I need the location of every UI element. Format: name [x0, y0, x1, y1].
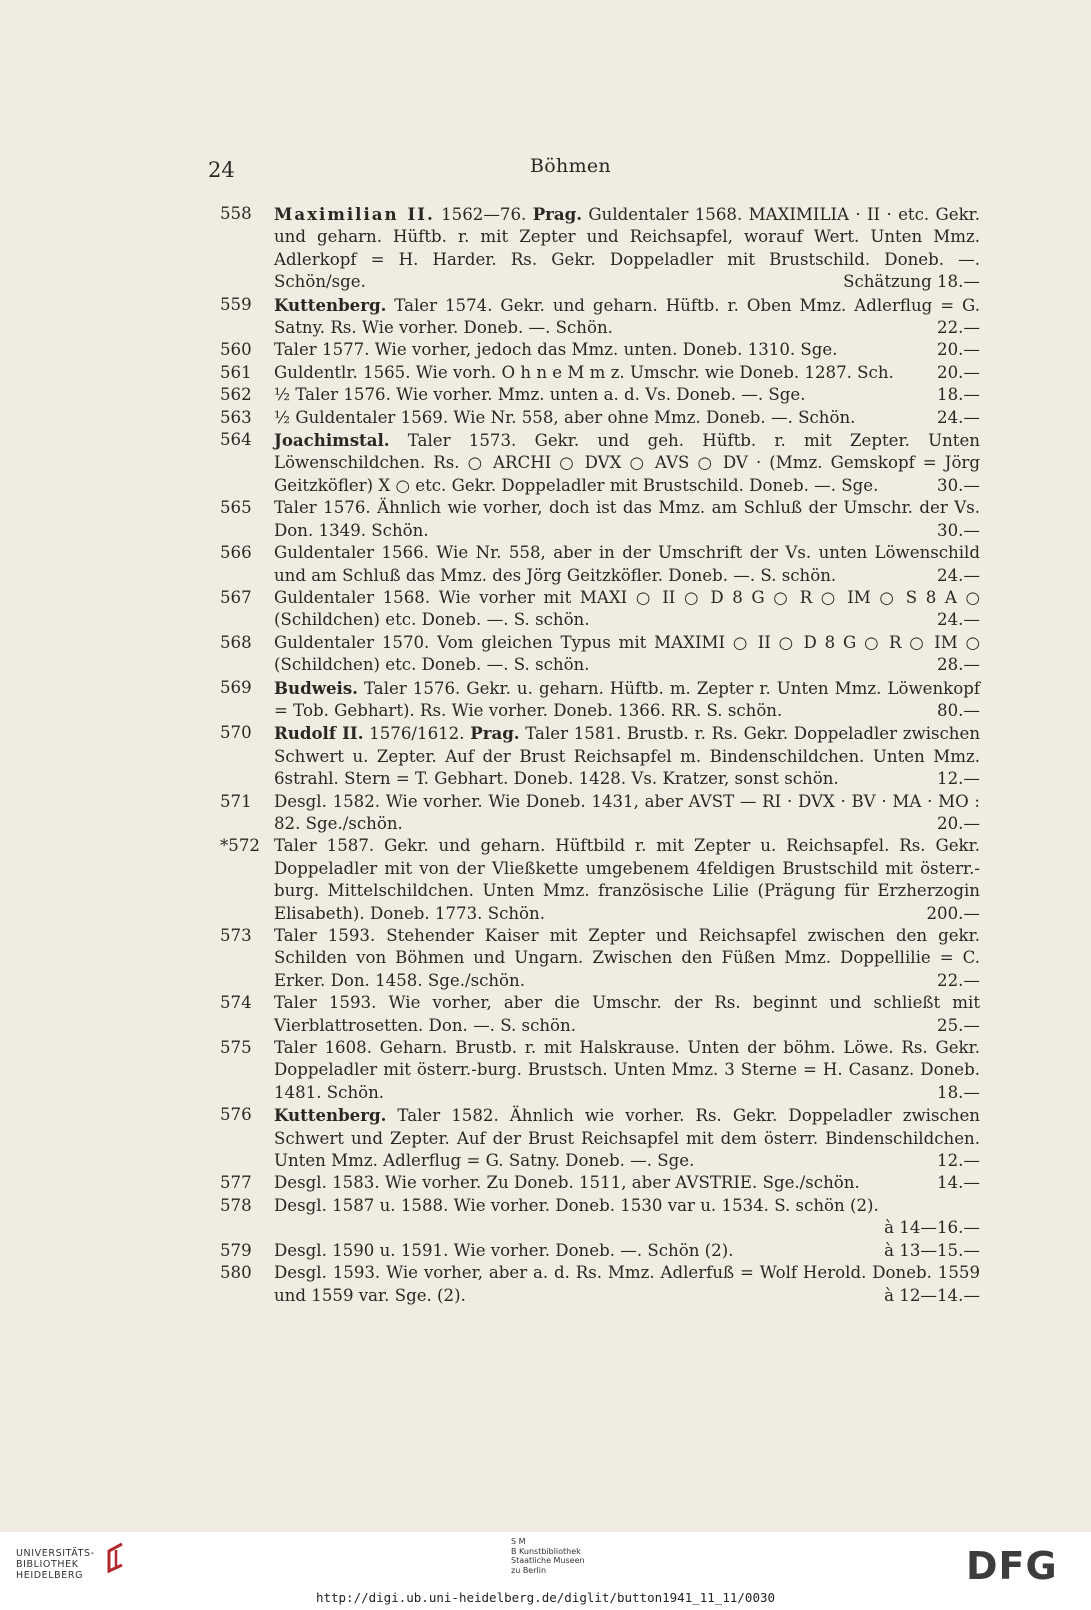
- entry-description: [274, 339, 980, 361]
- entry-description: [274, 677, 980, 723]
- entry-text: Guldentaler 1570. Vom gleichen Typus mit MAXIMI ○ II ○ D 8 G ○ R ○ IM ○ (Schildchen) etc. Doneb. —. S. schön.: [274, 632, 980, 675]
- entry-number: 563: [220, 407, 252, 427]
- catalogue-entry: [220, 925, 980, 992]
- entry-heading: Joachimstal.: [274, 430, 390, 451]
- entry-text: Taler 1582. Ähnlich wie vorher. Rs. Gekr. Doppeladler zwischen Schwert und Zepter. Auf der Brust Reichsapfel mit dem österr. Bindenschildchen. Unten Mmz. Adlerflug = G. Satny. Doneb. —. Sge.: [274, 1106, 980, 1171]
- entry-number: 578: [220, 1195, 252, 1215]
- entry-price: 22.—: [937, 970, 980, 990]
- entry-price: 28.—: [937, 655, 980, 675]
- university-logo-icon: [100, 1541, 130, 1577]
- entry-text: ½ Taler 1576. Wie vorher. Mmz. unten a. d. Vs. Doneb. —. Sge.: [274, 385, 806, 405]
- entry-price: 24.—: [937, 565, 980, 585]
- entry-text: Guldentaler 1568. MAXIMILIA · II · etc. Gekr. und geharn. Hüftb. r. mit Zepter und Reichsapfel, worauf Wert. Unten Mmz. Adlerkopf = H. Harder. Rs. Gekr. Doppeladler mit Brustschild. Doneb. —. Schön/sge.: [274, 205, 981, 292]
- entry-text: Guldentaler 1566. Wie Nr. 558, aber in der Umschrift der Vs. unten Löwenschild und am Schluß das Mmz. des Jörg Geitzköfler. Doneb. —. S. schön.: [274, 543, 980, 585]
- entry-text: Desgl. 1582. Wie vorher. Wie Doneb. 1431, aber AVST — RI · DVX · BV · MA · MO : 82. Sge./schön.: [274, 791, 980, 833]
- entry-number: 558: [220, 204, 252, 223]
- entry-number: 568: [220, 632, 252, 652]
- entry-price: à 14—16.—: [884, 1218, 980, 1238]
- entry-description: [274, 1037, 980, 1104]
- sm-line: B Kunstbibliothek: [511, 1546, 581, 1556]
- entry-description: [274, 1104, 980, 1172]
- catalogue-entry: [220, 722, 980, 790]
- catalogue-entry: [220, 203, 980, 294]
- entry-price: 12.—: [937, 769, 980, 789]
- entry-number: 569: [220, 677, 252, 697]
- entry-dates: 1576/1612.: [363, 724, 471, 744]
- entry-text: ½ Guldentaler 1569. Wie Nr. 558, aber ohne Mmz. Doneb. —. Schön.: [274, 407, 856, 427]
- entry-number: 560: [220, 340, 252, 360]
- entry-description: [274, 384, 980, 406]
- entry-description: [274, 203, 980, 294]
- entry-price: 80.—: [937, 700, 980, 720]
- catalogue-entry: [220, 407, 980, 429]
- entry-number: 567: [220, 587, 252, 607]
- source-url[interactable]: http://digi.ub.uni-heidelberg.de/diglit/button1941_11_11/0030: [315, 1590, 776, 1605]
- catalogue-entry: [220, 1172, 980, 1194]
- uni-line: BIBLIOTHEK: [16, 1559, 79, 1570]
- entry-text: Taler 1577. Wie vorher, jedoch das Mmz. unten. Doneb. 1310. Sge.: [274, 340, 838, 360]
- catalogue-entry: [220, 791, 980, 836]
- entry-heading: Kuttenberg.: [274, 294, 387, 315]
- entry-number: 561: [220, 362, 252, 382]
- entry-text: Guldentlr. 1565. Wie vorh. O h n e M m z. Umschr. wie Doneb. 1287. Sch.: [274, 362, 894, 382]
- entry-text: Taler 1581. Brustb. r. Rs. Gekr. Doppeladler zwischen Schwert u. Zepter. Auf der Brust Reichsapfel m. Bindenschildchen. Unten Mmz. 6strahl. Stern = T. Gebhart. Doneb. 1428. Vs. Kratzer, sonst schön.: [274, 724, 981, 789]
- entry-text: Desgl. 1590 u. 1591. Wie vorher. Doneb. —. Schön (2).: [274, 1240, 734, 1260]
- entry-price: à 13—15.—: [884, 1240, 980, 1260]
- entry-price: à 12—14.—: [884, 1285, 980, 1305]
- entry-price: 20.—: [937, 813, 980, 833]
- catalogue-entry: [220, 294, 980, 340]
- entry-description: [274, 722, 980, 790]
- entry-price: 30.—: [937, 520, 980, 540]
- catalogue-entry: [220, 497, 980, 542]
- entry-price: 18.—: [937, 1082, 980, 1102]
- catalogue-entry: [220, 632, 980, 677]
- entry-number: 576: [220, 1105, 252, 1125]
- sm-line: S M: [511, 1537, 526, 1546]
- university-library-name: [16, 1548, 95, 1581]
- entry-description: [274, 835, 980, 925]
- catalogue-entry: [220, 835, 980, 925]
- entry-price: 20.—: [937, 340, 980, 360]
- museum-credit: [511, 1537, 585, 1575]
- entry-text: Taler 1593. Wie vorher, aber die Umschr. der Rs. beginnt und schließt mit Vierblattrosetten. Don. —. S. schön.: [274, 993, 980, 1035]
- entry-price: 25.—: [937, 1015, 980, 1035]
- entry-description: [274, 542, 980, 587]
- entry-price: 12.—: [937, 1151, 980, 1171]
- entry-text: Taler 1573. Gekr. und geh. Hüftb. r. mit Zepter. Unten Löwenschildchen. Rs. ○ ARCHI ○ DVX ○ AVS ○ DV · (Mmz. Gemskopf = Jörg Geitzköfler) X ○ etc. Gekr. Doppeladler mit Brustschild. Doneb. —. Sge.: [274, 431, 980, 495]
- dfg-logo: DFG: [966, 1544, 1058, 1588]
- catalogue-entry: [220, 384, 980, 406]
- entry-price: Schätzung 18.—: [843, 272, 980, 292]
- entry-description: [274, 1172, 980, 1194]
- entry-text: Desgl. 1587 u. 1588. Wie vorher. Doneb. 1530 var u. 1534. S. schön (2).: [274, 1195, 879, 1215]
- entry-description: [274, 429, 980, 497]
- entry-price: 18.—: [937, 385, 980, 405]
- sm-line: zu Berlin: [511, 1565, 547, 1575]
- entry-number: 580: [220, 1263, 252, 1283]
- uni-line: HEIDELBERG: [16, 1570, 84, 1581]
- catalogue-entry: [220, 1240, 980, 1262]
- entry-description: [274, 925, 980, 992]
- entry-price: 14.—: [937, 1173, 980, 1193]
- entry-number: 577: [220, 1173, 252, 1193]
- entry-description: [274, 587, 980, 632]
- entry-description: [274, 497, 980, 542]
- entry-price: 24.—: [937, 610, 980, 630]
- entry-price: 200.—: [926, 903, 980, 923]
- catalogue-entry: [220, 1262, 980, 1307]
- entry-text: Desgl. 1583. Wie vorher. Zu Doneb. 1511, aber AVSTRIE. Sge./schön.: [274, 1173, 860, 1193]
- entry-description: [274, 407, 980, 429]
- entry-description: [274, 294, 980, 340]
- entry-text: Desgl. 1593. Wie vorher, aber a. d. Rs. Mmz. Adlerfuß = Wolf Herold. Doneb. 1559 und 1559 var. Sge. (2).: [274, 1263, 980, 1305]
- entry-description: [274, 632, 980, 677]
- entry-number: 559: [220, 294, 252, 314]
- entry-description: [274, 1195, 980, 1240]
- entry-heading: Rudolf II.: [274, 723, 364, 744]
- entry-description: [274, 992, 980, 1037]
- catalogue-entry: [220, 1195, 980, 1240]
- entry-heading: Kuttenberg.: [274, 1105, 387, 1126]
- catalogue-entry: [220, 1037, 980, 1104]
- entry-number: 574: [220, 993, 252, 1013]
- catalogue-entry: [220, 429, 980, 497]
- running-head: Böhmen: [530, 155, 611, 177]
- entry-text: Taler 1574. Gekr. und geharn. Hüftb. r. Oben Mmz. Adlerflug = G. Satny. Rs. Wie vorher. Doneb. —. Schön.: [274, 295, 980, 338]
- entry-number: 562: [220, 385, 252, 405]
- uni-line: UNIVERSITÄTS-: [16, 1548, 95, 1559]
- entry-description: [274, 1240, 980, 1262]
- entry-number: 570: [220, 723, 252, 743]
- entry-price: 20.—: [937, 362, 980, 382]
- catalogue-entry: [220, 677, 980, 723]
- catalogue-entry: [220, 992, 980, 1037]
- entry-description: [274, 362, 980, 384]
- entry-price: 22.—: [937, 318, 980, 338]
- entry-number: 573: [220, 926, 252, 945]
- entry-text: Taler 1576. Gekr. u. geharn. Hüftb. m. Zepter r. Unten Mmz. Löwenkopf = Tob. Gebhart). Rs. Wie vorher. Doneb. 1366. RR. S. schön.: [274, 678, 980, 720]
- entry-price: 24.—: [937, 407, 980, 427]
- entry-number: 571: [220, 791, 252, 811]
- entry-mint: Prag.: [470, 723, 520, 744]
- entry-number: 575: [220, 1038, 252, 1058]
- catalogue-entry: [220, 362, 980, 384]
- entry-mint: Prag.: [532, 204, 583, 224]
- entry-heading: Budweis.: [274, 677, 358, 698]
- entry-heading: Maximilian II.: [274, 204, 435, 224]
- catalogue-entry: [220, 587, 980, 632]
- entry-text: Taler 1608. Geharn. Brustb. r. mit Halskrause. Unten der böhm. Löwe. Rs. Gekr. Doppeladler mit österr.-burg. Brustsch. Unten Mmz. 3 Sterne = H. Casanz. Doneb. 1481. Schön.: [274, 1038, 980, 1102]
- entry-text: Taler 1593. Stehender Kaiser mit Zepter und Reichsapfel zwischen den gekr. Schilden von Böhmen und Ungarn. Zwischen den Füßen Mmz. Doppellilie = C. Erker. Don. 1458. Sge./schön.: [274, 926, 980, 990]
- entry-text: Guldentaler 1568. Wie vorher mit MAXI ○ II ○ D 8 G ○ R ○ IM ○ S 8 A ○ (Schildchen) etc. Doneb. —. S. schön.: [274, 587, 980, 630]
- entry-description: [274, 1262, 980, 1307]
- entry-number: 565: [220, 498, 252, 518]
- entry-price: 30.—: [937, 475, 980, 495]
- entry-number: *572: [220, 836, 260, 856]
- entry-number: 566: [220, 543, 252, 563]
- entry-description: [274, 791, 980, 836]
- catalogue-entry: [220, 542, 980, 587]
- catalogue-entry: [220, 339, 980, 361]
- sm-line: Staatliche Museen: [511, 1556, 585, 1566]
- entry-text: Taler 1587. Gekr. und geharn. Hüftbild r. mit Zepter u. Reichsapfel. Rs. Gekr. Doppeladler mit von der Vließkette umgebenem 4feldigen Brustschild mit österr.-burg. Mittelschildchen. Unten Mmz. französische Lilie (Prägung für Erzherzogin Elisabeth). Doneb. 1773. Schön.: [274, 836, 980, 923]
- entry-text: Taler 1576. Ähnlich wie vorher, doch ist das Mmz. am Schluß der Umschr. der Vs. Don. 1349. Schön.: [274, 498, 980, 540]
- entry-dates: 1562—76.: [434, 205, 533, 224]
- entry-number: 579: [220, 1240, 252, 1260]
- catalogue-entries: [220, 203, 980, 1307]
- catalogue-entry: [220, 1104, 980, 1172]
- page-number: 24: [208, 158, 235, 182]
- entry-number: 564: [220, 430, 252, 450]
